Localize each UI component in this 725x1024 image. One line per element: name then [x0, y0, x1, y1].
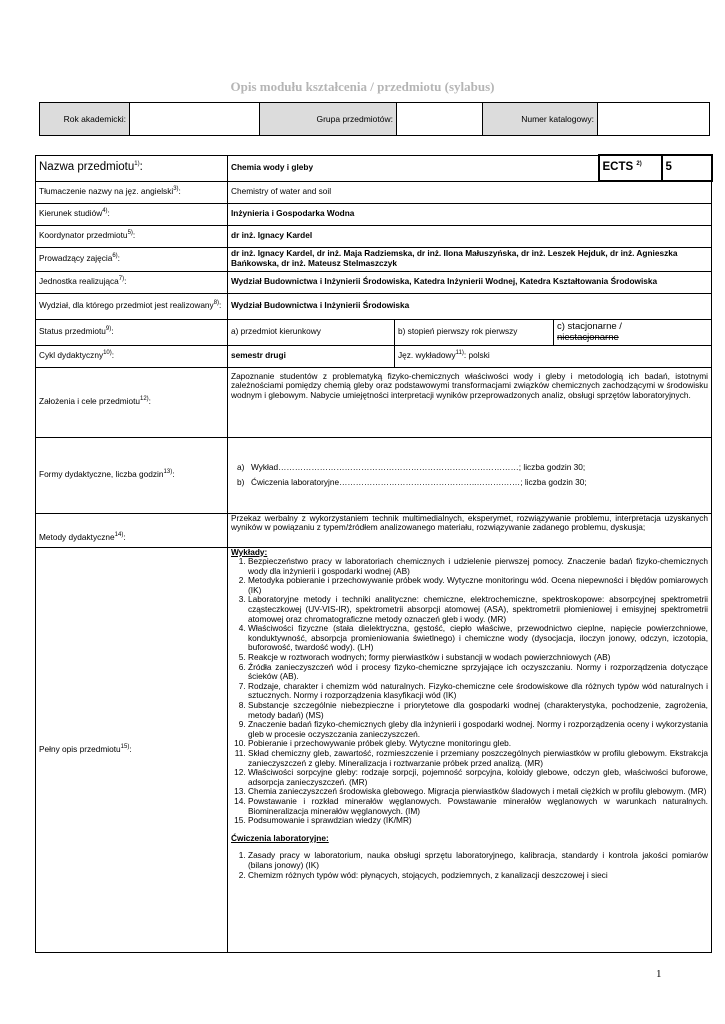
academic-year-label: Rok akademicki: [40, 103, 130, 136]
ects-label: ECTS $^{2)}$ [599, 155, 662, 181]
subject-group-value [397, 103, 483, 136]
lecture-item: 10. Pobieranie i przechowywanie próbek gleby. Wytyczne monitoringu gleb. [248, 739, 708, 749]
teachers-label: Prowadzący zajęcia$^{6)}$: [36, 247, 228, 271]
status-c-stationary: c) stacjonarne / [557, 321, 622, 332]
teachers-value: dr inż. Ignacy Kardel, dr inż. Maja Radziemska, dr inż. Ilona Małuszyńska, dr inż. Leszek Hejduk, dr inż. Agnieszka Bańkowska, dr inż. Mateusz Stelmaszczyk [228, 247, 712, 271]
methods-label: Metody dydaktyczne$^{14)}$: [36, 513, 228, 547]
lecture-item: 15. Podsumowanie i sprawdzian wiedzy (IK/MR) [248, 816, 708, 826]
lecture-item: 3. Laboratoryjne metody i techniki analityczne: chemiczne, elektrochemiczne, spektroskopowe: absorpcyjnej spektrometrii cząsteczkowej (UV-VIS-IR), spektrometrii absorpcji atomowej (ASA), spektrometrii płomieniowej i emisyjnej spektrometrii atomowej oraz chromatograficzne metody oznaczeń gleb i wody. (MR) [248, 595, 708, 624]
faculty-value: Wydział Budownictwa i Inżynierii Środowiska [228, 293, 712, 319]
name-label: Nazwa przedmiotu$^{1)}$: [36, 155, 228, 181]
header-table [39, 102, 710, 136]
lecture-item: 2. Metodyka pobieranie i przechowywanie próbek wody. Wytyczne monitoringu wód. Ocena niepewności i błędów pomiarowych (IK) [248, 576, 708, 595]
lecture-item: 14. Powstawanie i rozkład minerałów węglanowych. Powstawanie minerałów węglanowych w warunkach naturalnych. Biomineralizacja minerałów węglanowych. (IM) [248, 797, 708, 816]
lecture-item: 6. Źródła zanieczyszczeń wód i procesy fizyko-chemiczne sprzyjające ich oczyszczaniu. Normy i rozporządzenia dotyczące ścieków (AB). [248, 663, 708, 682]
ects-value: 5 [662, 155, 712, 181]
status-c [554, 319, 712, 345]
labs-heading: Ćwiczenia laboratoryjne: [231, 832, 329, 843]
description-value [228, 547, 712, 952]
lecture-item: 8. Substancje szczególnie niebezpieczne i priorytetowe dla gospodarki wodnej (charakterystyka, pochodzenie, zagrożenia, metody badań) (MS) [248, 701, 708, 720]
cycle-label: Cykl dydaktyczny$^{10)}$: [36, 345, 228, 367]
catalog-number-value [598, 103, 710, 136]
unit-label: Jednostka realizująca$^{7)}$: [36, 271, 228, 293]
language: Jęz. wykładowy$^{11)}$: polski [395, 345, 712, 367]
lecture-item: 4. Właściwości fizyczne (stała dielektryczna, gęstość, ciepło właściwe, przewodnictwo cieplne, napięcie powierzchniowe, konduktywność, absorpcja promieniowania świetlnego) i chemiczne wody (dysocjacja, iloczyn jonowy, odczyn, iczotopia, buforowość, twardość wody). (LH) [248, 624, 708, 653]
lecture-item: 11. Skład chemiczny gleb, zawartość, rozmieszczenie i przemiany poszczególnych pierwiastków w profilu glebowym. Ekstrakcja zanieczyszczeń z gleby. Mineralizacja i roztwarzanie próbek przed analizą. (MR) [248, 749, 708, 768]
status-b: b) stopień pierwszy rok pierwszy [395, 319, 554, 345]
cycle-value: semestr drugi [228, 345, 395, 367]
status-label: Status przedmiotu$^{9)}$: [36, 319, 228, 345]
forms-list [231, 463, 708, 487]
lecture-item: 7. Rodzaje, charakter i chemizm wód naturalnych. Fizyko-chemiczne cele środowiskowe dla różnych typów wód naturalnych i sztucznych. Normy i rozporządzenia klasyfikacji wód (IK) [248, 682, 708, 701]
field-label: Kierunek studiów$^{4)}$: [36, 203, 228, 225]
lab-item: 2. Chemizm różnych typów wód: płynących, stojących, podziemnych, z kanalizacji deszczowej i sieci [248, 871, 708, 881]
lecture-item: 13. Chemia zanieczyszczeń środowiska glebowego. Migracja pierwiastków śladowych i metali ciężkich w profilu glebowym. (MR) [248, 787, 708, 797]
status-a: a) przedmiot kierunkowy [228, 319, 395, 345]
document-title: Opis modułu kształcenia / przedmiotu (sylabus) [230, 79, 495, 94]
syllabus-table [35, 154, 713, 953]
lecture-item: 5. Reakcje w roztworach wodnych; formy pierwiastków i substancji w wodach powierzchniowych (AB) [248, 653, 708, 663]
name-value: Chemia wody i gleby [228, 155, 599, 181]
methods-value: Przekaz werbalny z wykorzystaniem technik multimedialnych, eksperymet, rozwiązywanie problemu, interpretacja uzyskanych wyników w powiązaniu z typem/źródłem analizowanego materiału, rozwiązywanie zadanego problemu, dyskusja; [228, 513, 712, 547]
goals-value: Zapoznanie studentów z problematyką fizyko-chemicznych właściwości wody i gleby i metodologią ich badań, istotnymi zależnościami pomiędzy chemią gleby oraz podstawowymi transformacjami związków chemicznych zachodzącymi w środowisku wodnym i glebowym. Nabycie umiejętności interpretacji wyników przeprowadzonych analiz, obsługi sprzętów laboratoryjnych. [228, 367, 712, 437]
lecture-item: 12. Właściwości sorpcyjne gleby: rodzaje sorpcji, pojemność sorpcyjna, koloidy glebowe, odczyn gleb, właściwości buforowe, adsorpcja zanieczyszczeń. (MR) [248, 768, 708, 787]
field-value: Inżynieria i Gospodarka Wodna [228, 203, 712, 225]
coordinator-label: Koordynator przedmiotu$^{5)}$: [36, 225, 228, 247]
lecture-item: 9. Znaczenie badań fizyko-chemicznych gleby dla inżynierii i gospodarki wodnej. Normy i rozporządzenia oceny i wykorzystania gleb w procesie oczyszczania zanieczyszczeń. [248, 720, 708, 739]
lab-item: 1. Zasady pracy w laboratorium, nauka obsługi sprzętu laboratoryjnego, kalibracja, standardy i kontrola jakości pomiarów (bilans jonowy) (IK) [248, 851, 708, 870]
faculty-label: Wydział, dla którego przedmiot jest realizowany$^{8)}$: [36, 293, 228, 319]
lecture-item: 1. Bezpieczeństwo pracy w laboratoriach chemicznych i udzielenie pierwszej pomocy. Znaczenie badań fizyko-chemicznych wody dla inżynierii i gospodarki wodnej (AB) [248, 557, 708, 576]
translation-value: Chemistry of water and soil [228, 181, 712, 203]
coordinator-value: dr inż. Ignacy Kardel [228, 225, 712, 247]
forms-label: Formy dydaktyczne, liczba godzin$^{13)}$: [36, 437, 228, 513]
description-label: Pełny opis przedmiotu$^{15)}$: [36, 547, 228, 952]
unit-value: Wydział Budownictwa i Inżynierii Środowiska, Katedra Inżynierii Wodnej, Katedra Kształtowania Środowiska [228, 271, 712, 293]
subject-group-label: Grupa przedmiotów: [260, 103, 397, 136]
forms-value [228, 437, 712, 513]
translation-label: Tłumaczenie nazwy na jęz. angielski$^{3)}$: [36, 181, 228, 203]
lectures-list [231, 557, 708, 826]
form-lab: b) Ćwiczenia laboratoryjne…………………………………………..……….……; liczba godzin 30; [237, 476, 587, 487]
status-c-non-stationary: niestacjonarne [557, 332, 619, 343]
page-number: 1 [656, 968, 662, 980]
form-lecture: a) Wykład……………………………………………………………………………; liczba godzin 30; [237, 461, 586, 472]
labs-list [231, 851, 708, 880]
goals-label: Założenia i cele przedmiotu$^{12)}$: [36, 367, 228, 437]
lectures-heading: Wykłady: [231, 547, 268, 557]
academic-year-value [130, 103, 260, 136]
catalog-number-label: Numer katalogowy: [483, 103, 598, 136]
